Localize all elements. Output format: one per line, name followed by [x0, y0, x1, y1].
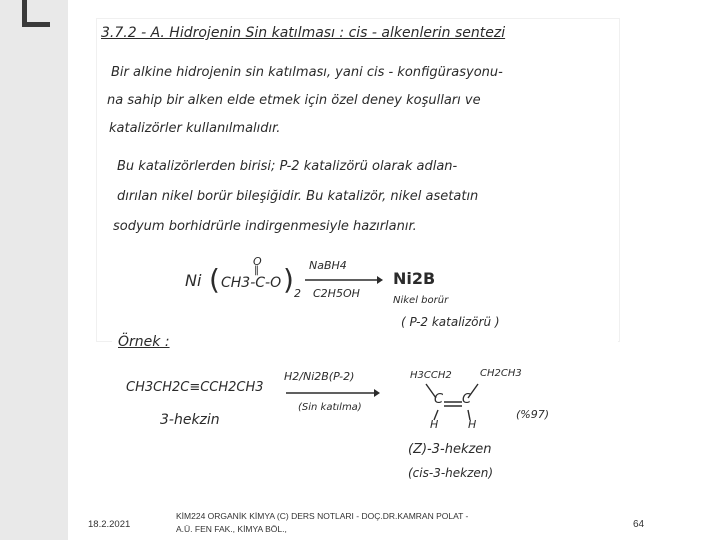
paragraph2-line3: sodyum borhidrürle indirgenmesiyle hazırlanır. [113, 219, 417, 234]
reaction2-product-name: (Z)-3-hekzen [408, 442, 492, 457]
footer-course-info [176, 510, 556, 536]
reaction2-yield: (%97) [516, 408, 550, 421]
product-c1: C [434, 392, 444, 407]
reaction1-reagent-top: NaBH4 [309, 259, 347, 272]
paragraph1-line2: na sahip bir alken elde etmek için özel deney koşulları ve [107, 93, 481, 108]
corner-mark-horizontal [22, 22, 50, 27]
product-bonds [412, 380, 492, 430]
handwritten-notes-top [96, 18, 620, 342]
reaction1-carbonyl-o: O [253, 255, 262, 268]
reaction2-reactant-name: 3-hekzin [160, 412, 220, 428]
reaction1-ni: Ni [185, 271, 202, 290]
reaction1-reagent-bottom: C2H5OH [313, 287, 360, 300]
product-h2: H [468, 418, 477, 431]
reaction1-product-note: ( P-2 katalizörü ) [401, 315, 500, 329]
reaction1-arrow [303, 275, 383, 285]
reaction2-reagent-top: H2/Ni2B(P-2) [284, 370, 355, 383]
reaction2-arrow [284, 388, 380, 398]
product-left-group: H3CCH2 [410, 370, 452, 381]
footer-course: KİM224 ORGANİK KİMYA (C) DERS NOTLARI - DOÇ.DR.KAMRAN POLAT - [176, 511, 469, 521]
product-h1: H [430, 418, 439, 431]
reaction1-product: Ni2B [393, 269, 436, 288]
product-right-group: CH2CH3 [480, 368, 522, 379]
left-accent-bar [0, 0, 68, 540]
reaction2-reactant: CH3CH2C≡CCH2CH3 [126, 380, 264, 395]
footer-date: 18.2.2021 [88, 519, 131, 530]
reaction1-open-paren: ( [209, 263, 220, 296]
reaction1-acetate: CH3-C-O [221, 275, 282, 291]
reaction2-product-alt-name: (cis-3-hekzen) [408, 466, 494, 480]
reaction1-close-paren: ) [283, 263, 294, 296]
handwritten-notes-bottom [112, 330, 618, 488]
example-label: Örnek : [118, 334, 170, 350]
reaction1-subscript: 2 [294, 287, 301, 300]
product-c2: C [462, 392, 472, 407]
paragraph1-line1: Bir alkine hidrojenin sin katılması, yani cis - konfigürasyonu- [111, 65, 503, 80]
section-heading: 3.7.2 - A. Hidrojenin Sin katılması : cis - alkenlerin sentezi [101, 25, 506, 41]
paragraph2-line1: Bu katalizörlerden birisi; P-2 katalizörü olarak adlan- [117, 159, 458, 174]
reaction1-double-bond: ‖ [254, 265, 259, 276]
paragraph2-line2: dırılan nikel borür bileşiğidir. Bu katalizör, nikel asetatın [117, 189, 479, 204]
paragraph1-line3: katalizörler kullanılmalıdır. [109, 121, 281, 136]
page-number: 64 [633, 519, 645, 530]
footer-faculty: A.Ü. FEN FAK., KİMYA BÖL., [176, 524, 287, 534]
reaction1-product-name: Nikel borür [393, 295, 449, 306]
reaction2-reagent-bottom: (Sin katılma) [298, 402, 362, 413]
